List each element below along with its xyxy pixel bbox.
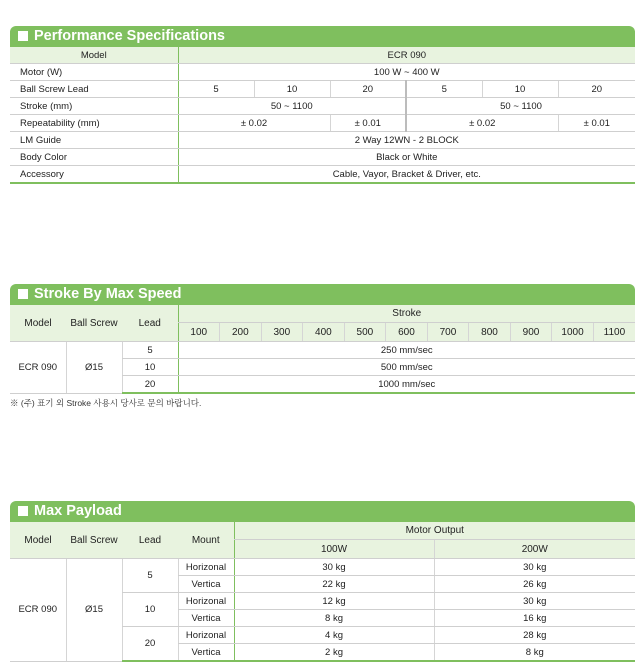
stroke-value: 50 ~ 1100	[178, 98, 406, 115]
square-icon	[18, 31, 28, 41]
payload-lead: 5	[122, 559, 178, 593]
payload-mount: Vertica	[178, 576, 234, 593]
table-row	[10, 46, 635, 64]
body-color-value: Black or White	[178, 149, 635, 166]
speed-lead: 5	[122, 342, 178, 359]
payload-100w: 30 kg	[234, 559, 434, 576]
max-payload-title: Max Payload	[34, 502, 122, 519]
payload-200w: 30 kg	[434, 559, 635, 576]
model-value: ECR 090	[178, 46, 635, 64]
speed-note: ※ (주) 표기 외 Stroke 사용시 당사로 문의 바랍니다.	[10, 398, 202, 408]
payload-100w: 8 kg	[234, 610, 434, 627]
payload-100w: 4 kg	[234, 627, 434, 644]
lead-cell: 5	[178, 81, 254, 98]
col-model: Model	[10, 521, 66, 559]
stroke-cell: 600	[386, 323, 428, 342]
payload-200w: 26 kg	[434, 576, 635, 593]
stroke-by-max-speed-title-bar	[10, 284, 635, 303]
max-payload-title-bar	[10, 501, 635, 520]
col-ballscrew: Ball Screw	[66, 304, 122, 342]
table-row	[10, 166, 635, 184]
payload-lead: 10	[122, 593, 178, 627]
stroke-by-max-speed-section	[10, 284, 635, 394]
square-icon	[18, 289, 28, 299]
payload-200w: 28 kg	[434, 627, 635, 644]
model-label: Model	[10, 46, 178, 64]
payload-200w: 30 kg	[434, 593, 635, 610]
performance-specifications-table	[10, 45, 635, 184]
stroke-value: 50 ~ 1100	[406, 98, 635, 115]
lead-cell: 20	[330, 81, 406, 98]
repeatability-value: ± 0.01	[330, 115, 406, 132]
performance-specifications-section	[10, 26, 635, 184]
lead-cell: 5	[406, 81, 482, 98]
stroke-cell: 100	[178, 323, 220, 342]
col-ballscrew: Ball Screw	[66, 521, 122, 559]
accessory-value: Cable, Vayor, Bracket & Driver, etc.	[178, 166, 635, 184]
repeatability-label: Repeatability (mm)	[10, 115, 178, 132]
payload-mount: Vertica	[178, 610, 234, 627]
table-row	[10, 559, 635, 576]
stroke-label: Stroke (mm)	[10, 98, 178, 115]
lm-guide-value: 2 Way 12WN - 2 BLOCK	[178, 132, 635, 149]
stroke-cell: 700	[427, 323, 469, 342]
payload-mount: Vertica	[178, 644, 234, 662]
performance-specifications-title: Performance Specifications	[34, 27, 225, 44]
payload-100w: 22 kg	[234, 576, 434, 593]
payload-100w: 12 kg	[234, 593, 434, 610]
col-motor-output: Motor Output	[234, 521, 635, 540]
payload-ballscrew: Ø15	[66, 559, 122, 662]
payload-mount: Horizonal	[178, 559, 234, 576]
table-row	[10, 342, 635, 359]
stroke-cell: 500	[344, 323, 386, 342]
stroke-cell: 200	[220, 323, 262, 342]
max-payload-table	[10, 520, 635, 662]
stroke-by-max-speed-title: Stroke By Max Speed	[34, 285, 182, 302]
speed-value: 1000 mm/sec	[178, 376, 635, 394]
lead-cell: 10	[254, 81, 330, 98]
payload-model: ECR 090	[10, 559, 66, 662]
speed-lead: 10	[122, 359, 178, 376]
payload-mount: Horizonal	[178, 627, 234, 644]
stroke-cell: 1000	[552, 323, 594, 342]
repeatability-value: ± 0.01	[558, 115, 635, 132]
speed-model: ECR 090	[10, 342, 66, 394]
stroke-cell: 900	[510, 323, 552, 342]
table-row	[10, 132, 635, 149]
stroke-by-max-speed-table	[10, 303, 635, 394]
payload-100w: 2 kg	[234, 644, 434, 662]
accessory-label: Accessory	[10, 166, 178, 184]
max-payload-section	[10, 501, 635, 662]
stroke-cell: 1100	[593, 323, 635, 342]
col-200w: 200W	[434, 540, 635, 559]
speed-value: 500 mm/sec	[178, 359, 635, 376]
lead-cell: 20	[558, 81, 635, 98]
motor-value: 100 W ~ 400 W	[178, 64, 635, 81]
speed-ballscrew: Ø15	[66, 342, 122, 394]
stroke-cell: 800	[469, 323, 511, 342]
repeatability-value: ± 0.02	[406, 115, 558, 132]
payload-200w: 16 kg	[434, 610, 635, 627]
table-row	[10, 98, 635, 115]
speed-lead: 20	[122, 376, 178, 394]
motor-label: Motor (W)	[10, 64, 178, 81]
table-row	[10, 115, 635, 132]
lead-cell: 10	[482, 81, 558, 98]
performance-specifications-title-bar	[10, 26, 635, 45]
square-icon	[18, 506, 28, 516]
body-color-label: Body Color	[10, 149, 178, 166]
table-row	[10, 304, 635, 323]
col-lead: Lead	[122, 304, 178, 342]
payload-200w: 8 kg	[434, 644, 635, 662]
lm-guide-label: LM Guide	[10, 132, 178, 149]
col-lead: Lead	[122, 521, 178, 559]
col-stroke: Stroke	[178, 304, 635, 323]
lead-label: Ball Screw Lead	[10, 81, 178, 98]
col-mount: Mount	[178, 521, 234, 559]
stroke-cell: 400	[303, 323, 345, 342]
table-row	[10, 149, 635, 166]
col-model: Model	[10, 304, 66, 342]
stroke-cell: 300	[261, 323, 303, 342]
table-row	[10, 521, 635, 540]
col-100w: 100W	[234, 540, 434, 559]
table-row	[10, 64, 635, 81]
payload-mount: Horizonal	[178, 593, 234, 610]
payload-lead: 20	[122, 627, 178, 662]
speed-value: 250 mm/sec	[178, 342, 635, 359]
repeatability-value: ± 0.02	[178, 115, 330, 132]
table-row	[10, 81, 635, 98]
